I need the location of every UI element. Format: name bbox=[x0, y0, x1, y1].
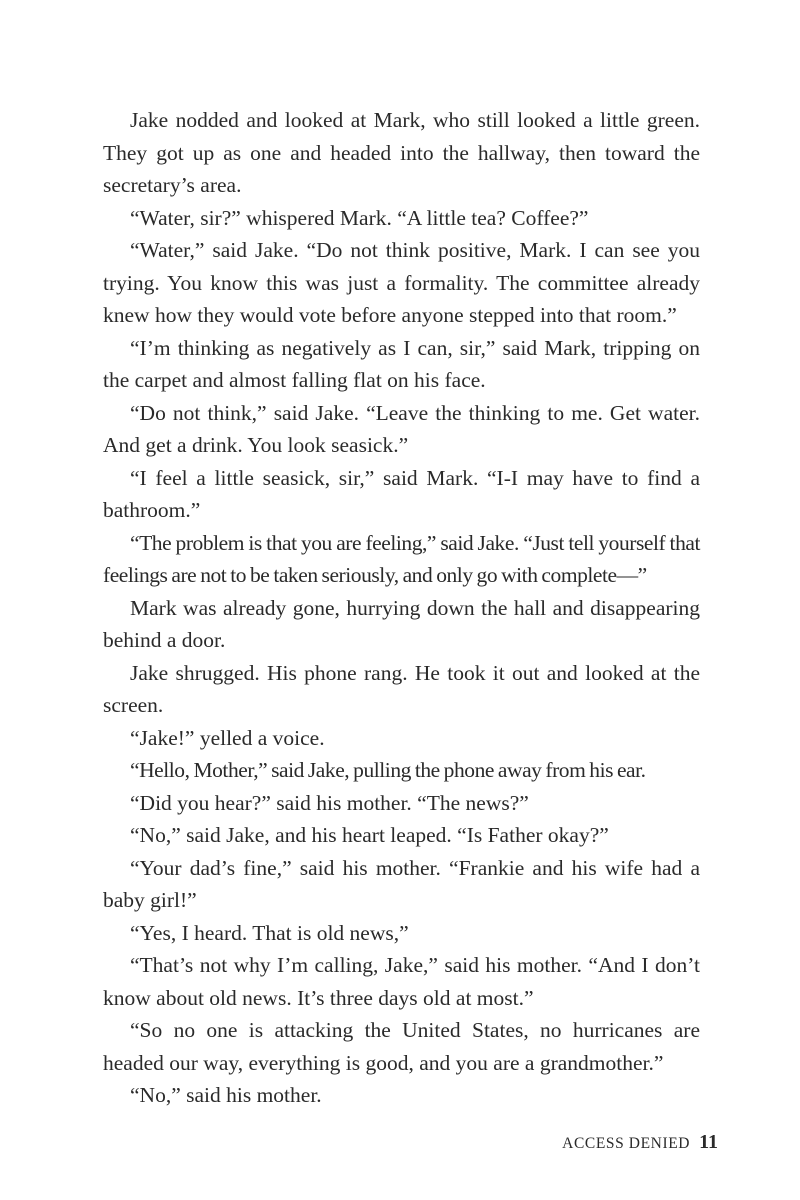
paragraph: “No,” said his mother. bbox=[130, 1083, 322, 1107]
paragraph: “Did you hear?” said his mother. “The news?” bbox=[130, 790, 529, 815]
paragraph: “Do not think,” said Jake. “Leave the thinking to me. Get water. And get a drink. You look seasick.” bbox=[103, 400, 700, 457]
paragraph: “So no one is attacking the United States, no hurricanes are headed our way, everything is good, and you are a grandmother.” bbox=[103, 1018, 700, 1075]
page-number: 11 bbox=[699, 1131, 718, 1153]
paragraph: Jake nodded and looked at Mark, who still looked a little green. They got up as one and headed into the hallway, then toward the secretary’s area. bbox=[103, 108, 700, 197]
paragraph: “Yes, I heard. That is old news,” bbox=[130, 920, 409, 945]
paragraph: “No,” said Jake, and his heart leaped. “Is Father okay?” bbox=[130, 823, 609, 847]
paragraph: “The problem is that you are feeling,” said Jake. “Just tell yourself that feelings are not to be taken seriously, and only go with complete—” bbox=[103, 530, 700, 587]
paragraph: “That’s not why I’m calling, Jake,” said his mother. “And I don’t know about old news. It’s three days old at most.” bbox=[103, 953, 700, 1010]
paragraph: “I feel a little seasick, sir,” said Mark. “I-I may have to find a bathroom.” bbox=[103, 465, 700, 522]
paragraph: “Water,” said Jake. “Do not think positive, Mark. I can see you trying. You know this was just a formality. The committee already knew how they would vote before anyone stepped into that room.” bbox=[103, 238, 700, 327]
running-head: ACCESS DENIED bbox=[562, 1135, 691, 1152]
paragraph: Mark was already gone, hurrying down the hall and disappearing behind a door. bbox=[103, 595, 700, 652]
paragraph: Jake shrugged. His phone rang. He took it out and looked at the screen. bbox=[103, 660, 700, 717]
paragraph: “Jake!” yelled a voice. bbox=[130, 725, 325, 750]
paragraph: “Hello, Mother,” said Jake, pulling the phone away from his ear. bbox=[130, 758, 646, 782]
paragraph: “I’m thinking as negatively as I can, sir,” said Mark, tripping on the carpet and almost falling flat on his face. bbox=[103, 335, 700, 392]
page-body bbox=[103, 104, 700, 1112]
paragraph: “Water, sir?” whispered Mark. “A little tea? Coffee?” bbox=[130, 205, 589, 230]
paragraph: “Your dad’s fine,” said his mother. “Frankie and his wife had a baby girl!” bbox=[103, 855, 700, 912]
page-footer bbox=[562, 1131, 718, 1154]
